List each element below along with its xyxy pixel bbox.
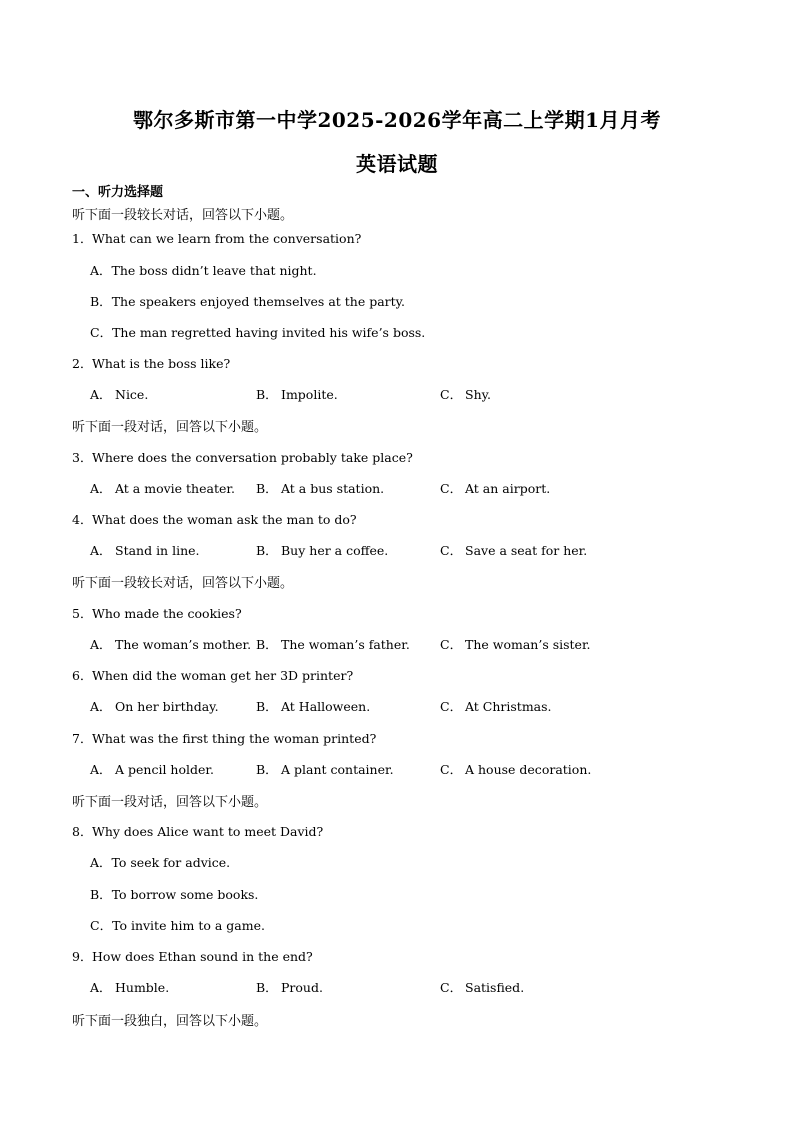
question-9 bbox=[72, 947, 313, 965]
section-heading-listening: 一、听力选择题 bbox=[72, 185, 164, 200]
option-letter: C． bbox=[90, 325, 113, 340]
question-6-option-c[interactable] bbox=[440, 697, 552, 715]
question-5-option-b[interactable] bbox=[256, 635, 410, 653]
option-text: Save a seat for her. bbox=[465, 543, 588, 558]
option-text: Buy her a coffee. bbox=[281, 543, 389, 558]
option-letter: C． bbox=[440, 543, 463, 558]
option-letter: B． bbox=[256, 762, 278, 777]
question-5 bbox=[72, 604, 242, 622]
question-4 bbox=[72, 510, 357, 528]
option-text: A house decoration. bbox=[465, 762, 592, 777]
option-letter: B． bbox=[256, 699, 278, 714]
instruction-dialogue: 听下面一段对话，回答以下小题。 bbox=[72, 795, 268, 810]
exam-subtitle: 英语试题 bbox=[356, 152, 438, 176]
option-letter: B． bbox=[90, 887, 112, 902]
option-letter: A． bbox=[90, 855, 112, 870]
question-9-option-a[interactable] bbox=[90, 978, 169, 996]
option-text: A pencil holder. bbox=[115, 762, 214, 777]
option-text: On her birthday. bbox=[115, 699, 219, 714]
option-text: Impolite. bbox=[281, 387, 338, 402]
option-text: The boss didn’t leave that night. bbox=[111, 263, 317, 278]
question-3-option-a[interactable] bbox=[90, 479, 235, 497]
option-letter: B． bbox=[256, 980, 278, 995]
option-letter: B． bbox=[256, 481, 278, 496]
question-text: Why does Alice want to meet David? bbox=[92, 824, 324, 839]
option-letter: C． bbox=[440, 387, 463, 402]
option-letter: A． bbox=[90, 762, 112, 777]
option-letter: B． bbox=[256, 387, 278, 402]
option-letter: C． bbox=[440, 699, 463, 714]
question-7-option-b[interactable] bbox=[256, 760, 394, 778]
question-7-option-c[interactable] bbox=[440, 760, 591, 778]
question-4-option-c[interactable] bbox=[440, 541, 587, 559]
question-9-option-c[interactable] bbox=[440, 978, 524, 996]
question-2-option-a[interactable] bbox=[90, 385, 148, 403]
question-text: What does the woman ask the man to do? bbox=[92, 512, 357, 527]
question-4-option-a[interactable] bbox=[90, 541, 200, 559]
instruction-dialogue: 听下面一段对话，回答以下小题。 bbox=[72, 420, 268, 435]
option-text: At Christmas. bbox=[465, 699, 552, 714]
option-text: To invite him to a game. bbox=[112, 918, 265, 933]
instruction-long-dialogue: 听下面一段较长对话，回答以下小题。 bbox=[72, 208, 294, 223]
question-text: How does Ethan sound in the end? bbox=[92, 949, 313, 964]
option-text: Shy. bbox=[465, 387, 491, 402]
instruction-long-dialogue: 听下面一段较长对话，回答以下小题。 bbox=[72, 576, 294, 591]
option-letter: A． bbox=[90, 263, 112, 278]
option-text: Stand in line. bbox=[115, 543, 200, 558]
instruction-monologue: 听下面一段独白，回答以下小题。 bbox=[72, 1014, 268, 1029]
option-letter: A． bbox=[90, 387, 112, 402]
option-text: At a movie theater. bbox=[115, 481, 235, 496]
option-text: Nice. bbox=[115, 387, 149, 402]
question-4-option-b[interactable] bbox=[256, 541, 388, 559]
question-number: 3． bbox=[72, 450, 93, 465]
question-number: 2． bbox=[72, 356, 93, 371]
question-number: 6． bbox=[72, 668, 93, 683]
question-2 bbox=[72, 354, 230, 372]
option-letter: A． bbox=[90, 481, 112, 496]
option-letter: B． bbox=[256, 543, 278, 558]
option-text: The woman’s sister. bbox=[465, 637, 591, 652]
question-3 bbox=[72, 448, 413, 466]
question-5-option-a[interactable] bbox=[90, 635, 251, 653]
question-text: When did the woman get her 3D printer? bbox=[92, 668, 354, 683]
option-letter: A． bbox=[90, 543, 112, 558]
question-number: 4． bbox=[72, 512, 93, 527]
question-5-option-c[interactable] bbox=[440, 635, 591, 653]
exam-title: 鄂尔多斯市第一中学2025-2026学年高二上学期1月月考 bbox=[132, 108, 662, 132]
question-1-option-a[interactable] bbox=[90, 261, 317, 279]
question-number: 7． bbox=[72, 731, 93, 746]
option-text: The woman’s father. bbox=[281, 637, 410, 652]
question-9-option-b[interactable] bbox=[256, 978, 323, 996]
question-6 bbox=[72, 666, 353, 684]
question-6-option-a[interactable] bbox=[90, 697, 219, 715]
question-text: What was the first thing the woman printed? bbox=[92, 731, 377, 746]
option-letter: C． bbox=[440, 762, 463, 777]
question-6-option-b[interactable] bbox=[256, 697, 370, 715]
option-letter: A． bbox=[90, 980, 112, 995]
option-text: At a bus station. bbox=[281, 481, 385, 496]
option-letter: A． bbox=[90, 637, 112, 652]
question-1-option-c[interactable] bbox=[90, 323, 425, 341]
option-text: Humble. bbox=[115, 980, 170, 995]
question-number: 8． bbox=[72, 824, 93, 839]
question-7-option-a[interactable] bbox=[90, 760, 214, 778]
option-letter: B． bbox=[256, 637, 278, 652]
option-text: A plant container. bbox=[281, 762, 394, 777]
question-2-option-b[interactable] bbox=[256, 385, 338, 403]
question-8-option-b[interactable] bbox=[90, 885, 258, 903]
question-1 bbox=[72, 229, 361, 247]
question-text: What can we learn from the conversation? bbox=[92, 231, 362, 246]
option-text: The speakers enjoyed themselves at the party. bbox=[111, 294, 406, 309]
option-text: Satisfied. bbox=[465, 980, 525, 995]
option-letter: C． bbox=[440, 980, 463, 995]
question-3-option-c[interactable] bbox=[440, 479, 550, 497]
question-8-option-c[interactable] bbox=[90, 916, 265, 934]
option-text: The woman’s mother. bbox=[115, 637, 252, 652]
option-text: To borrow some books. bbox=[111, 887, 259, 902]
question-7 bbox=[72, 729, 376, 747]
question-1-option-b[interactable] bbox=[90, 292, 405, 310]
question-8 bbox=[72, 822, 323, 840]
option-letter: A． bbox=[90, 699, 112, 714]
question-number: 5． bbox=[72, 606, 93, 621]
option-letter: C． bbox=[90, 918, 113, 933]
option-text: Proud. bbox=[281, 980, 323, 995]
question-3-option-b[interactable] bbox=[256, 479, 384, 497]
option-letter: B． bbox=[90, 294, 112, 309]
option-text: To seek for advice. bbox=[111, 855, 231, 870]
question-2-option-c[interactable] bbox=[440, 385, 491, 403]
question-text: Who made the cookies? bbox=[92, 606, 242, 621]
question-text: What is the boss like? bbox=[92, 356, 231, 371]
option-text: At an airport. bbox=[465, 481, 551, 496]
option-letter: C． bbox=[440, 481, 463, 496]
question-text: Where does the conversation probably take place? bbox=[92, 450, 413, 465]
question-number: 1． bbox=[72, 231, 93, 246]
question-number: 9． bbox=[72, 949, 93, 964]
option-letter: C． bbox=[440, 637, 463, 652]
option-text: At Halloween. bbox=[281, 699, 371, 714]
option-text: The man regretted having invited his wife’s boss. bbox=[112, 325, 426, 340]
question-8-option-a[interactable] bbox=[90, 853, 230, 871]
